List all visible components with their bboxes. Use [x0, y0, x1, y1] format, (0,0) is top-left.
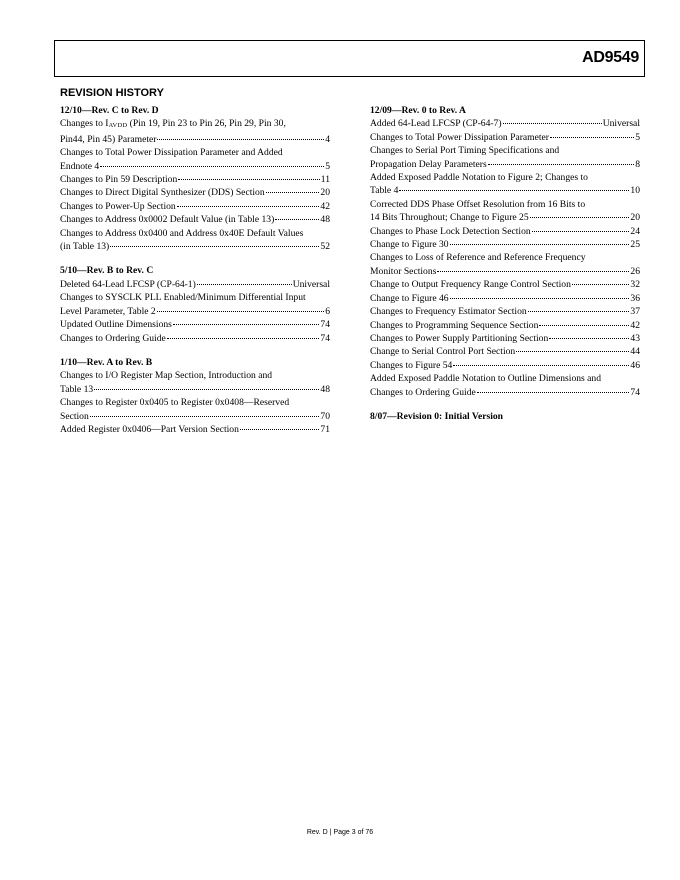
page-reference: 70 — [320, 410, 330, 422]
page-reference: 48 — [320, 214, 330, 226]
revision-entry — [60, 173, 330, 186]
page-reference: 48 — [320, 383, 330, 395]
entry-text: Changes to Pin 59 Description — [60, 174, 178, 186]
entry-leader-line — [370, 332, 640, 345]
entry-text: Pin44, Pin 45) Parameter — [60, 133, 157, 145]
page-reference: 24 — [630, 225, 640, 237]
part-number: AD9549 — [582, 49, 639, 66]
dot-leader — [167, 337, 320, 339]
entry-text: Changes to Programming Sequence Section — [370, 319, 539, 331]
entry-text: Table 4 — [370, 185, 399, 197]
page-reference: 37 — [630, 306, 640, 318]
entry-leader-line — [370, 305, 640, 318]
entry-leader-line — [370, 184, 640, 197]
page-footer: Rev. D | Page 3 of 76 — [306, 829, 374, 836]
revision-entry — [370, 359, 640, 372]
revision-entry — [60, 396, 330, 423]
entry-leader-line — [370, 278, 640, 291]
page-reference: 4 — [325, 133, 330, 145]
page-reference: 36 — [630, 292, 640, 304]
dot-leader — [100, 165, 324, 167]
dot-leader — [177, 205, 320, 207]
dot-leader — [110, 245, 319, 247]
revision-entry — [60, 369, 330, 396]
revision-entry — [60, 213, 330, 226]
revision-column-left — [60, 104, 330, 447]
dot-leader — [450, 243, 630, 245]
entry-text-line: Changes to Loss of Reference and Reference Frequency — [370, 252, 586, 264]
entry-text-line: Changes to SYSCLK PLL Enabled/Minimum Differential Input — [60, 292, 306, 304]
entry-text: Updated Outline Dimensions — [60, 319, 172, 331]
revision-entry — [370, 319, 640, 332]
page-reference: 43 — [630, 332, 640, 344]
page-reference: 8 — [635, 158, 640, 170]
page-reference: Universal — [292, 278, 330, 290]
entry-text: Deleted 64-Lead LFCSP (CP-64-1) — [60, 278, 196, 290]
entry-text: Changes to Frequency Estimator Section — [370, 306, 527, 318]
page-reference: 6 — [325, 305, 330, 317]
entry-text-line: Changes to I/O Register Map Section, Introduction and — [60, 370, 273, 382]
entry-text-line: Corrected DDS Phase Offset Resolution from 16 Bits to — [370, 198, 586, 210]
revision-entry — [370, 278, 640, 291]
revision-entry — [370, 292, 640, 305]
revision-group — [60, 264, 330, 344]
entry-leader-line — [60, 318, 330, 331]
entry-text-line: Changes to Total Power Dissipation Parameter and Added — [60, 147, 283, 159]
dot-leader — [173, 323, 319, 325]
page-reference: 74 — [320, 332, 330, 344]
entry-leader-line — [60, 278, 330, 291]
entry-leader-line — [370, 117, 640, 130]
dot-leader — [450, 297, 630, 299]
entry-text: Changes to Total Power Dissipation Parameter — [370, 131, 550, 143]
dot-leader — [503, 122, 602, 124]
entry-leader-line — [370, 345, 640, 358]
revision-heading: 12/10—Rev. C to Rev. D — [60, 105, 159, 116]
revision-group — [60, 104, 330, 253]
revision-entry — [370, 117, 640, 130]
dot-leader — [266, 191, 320, 193]
revision-heading: 8/07—Revision 0: Initial Version — [370, 410, 503, 422]
page-reference: 42 — [320, 200, 330, 212]
revision-entry — [60, 146, 330, 173]
dot-leader — [572, 283, 630, 285]
revision-entry — [60, 186, 330, 199]
entry-leader-line — [60, 200, 330, 213]
page-reference: 74 — [630, 386, 640, 398]
revision-entry — [60, 117, 330, 146]
dot-leader — [399, 189, 629, 191]
revision-group — [370, 104, 640, 399]
revision-entry — [370, 332, 640, 345]
entry-leader-line — [370, 265, 640, 278]
entry-leader-line — [370, 238, 640, 251]
dot-leader — [157, 310, 324, 312]
entry-leader-line — [370, 225, 640, 238]
revision-heading: 12/09—Rev. 0 to Rev. A — [370, 105, 466, 116]
dot-leader — [275, 218, 319, 220]
dot-leader — [539, 324, 629, 326]
section-title: REVISION HISTORY — [60, 87, 164, 99]
entry-leader-line — [370, 359, 640, 372]
entry-text-line: Changes to IAVDD (Pin 19, Pin 23 to Pin 26, Pin 29, Pin 30, — [60, 118, 286, 130]
revision-entry — [60, 278, 330, 291]
revision-entry — [370, 131, 640, 144]
entry-text: 14 Bits Throughout; Change to Figure 25 — [370, 212, 529, 224]
entry-text: Endnote 4 — [60, 160, 100, 172]
entry-text: Changes to Power-Up Section — [60, 200, 176, 212]
page-reference: Universal — [602, 118, 640, 130]
entry-text: Table 13 — [60, 383, 94, 395]
dot-leader — [530, 216, 630, 218]
page-reference: 32 — [630, 279, 640, 291]
revision-column-right — [370, 104, 640, 434]
dot-leader — [528, 310, 630, 312]
dot-leader — [437, 270, 629, 272]
entry-text-line: Added Exposed Paddle Notation to Outline Dimensions and — [370, 373, 602, 385]
entry-leader-line — [60, 383, 330, 396]
revision-entry — [370, 345, 640, 358]
dot-leader — [516, 350, 629, 352]
entry-text: Propagation Delay Parameters — [370, 158, 487, 170]
entry-leader-line — [370, 319, 640, 332]
dot-leader — [488, 163, 635, 165]
page-reference: 74 — [320, 319, 330, 331]
revision-heading: 1/10—Rev. A to Rev. B — [60, 356, 153, 368]
entry-leader-line — [60, 133, 330, 146]
entry-text: Added Register 0x0406—Part Version Section — [60, 423, 239, 435]
revision-entry — [370, 225, 640, 238]
entry-text: Changes to Ordering Guide — [370, 386, 476, 398]
dot-leader — [197, 283, 292, 285]
page-reference: 42 — [630, 319, 640, 331]
entry-text: Change to Figure 46 — [370, 292, 449, 304]
page-reference: 10 — [630, 185, 640, 197]
avdd-subscript: AVDD — [108, 122, 128, 130]
entry-text-line: Changes to Address 0x0400 and Address 0x40E Default Values — [60, 227, 304, 239]
page-reference: 20 — [630, 212, 640, 224]
page-reference: 25 — [630, 239, 640, 251]
revision-entry — [370, 372, 640, 399]
entry-text-line: Changes to Serial Port Timing Specifications and — [370, 145, 560, 157]
revision-heading: 5/10—Rev. B to Rev. C — [60, 265, 154, 277]
entry-leader-line — [60, 305, 330, 318]
entry-text: Changes to Power Supply Partitioning Section — [370, 332, 549, 344]
page-reference: 71 — [320, 423, 330, 435]
entry-leader-line — [60, 173, 330, 186]
revision-group — [370, 410, 640, 423]
entry-text: Changes to Figure 54 — [370, 359, 453, 371]
entry-text: Changes to Address 0x0002 Default Value (in Table 13) — [60, 214, 275, 226]
revision-entry — [370, 198, 640, 225]
entry-text: Level Parameter, Table 2 — [60, 305, 156, 317]
dot-leader — [532, 230, 630, 232]
entry-text: Added 64-Lead LFCSP (CP-64-7) — [370, 118, 502, 130]
page-reference: 46 — [630, 359, 640, 371]
page-reference: 5 — [635, 131, 640, 143]
dot-leader — [240, 428, 320, 430]
entry-leader-line — [60, 213, 330, 226]
entry-text: Change to Figure 30 — [370, 239, 449, 251]
entry-leader-line — [370, 158, 640, 171]
entry-leader-line — [60, 332, 330, 345]
entry-text: Changes to Phase Lock Detection Section — [370, 225, 531, 237]
dot-leader — [477, 391, 630, 393]
page-reference: 11 — [320, 174, 330, 186]
entry-leader-line — [370, 292, 640, 305]
entry-text: Monitor Sections — [370, 265, 437, 277]
revision-entry — [370, 238, 640, 251]
page-reference: 5 — [325, 160, 330, 172]
entry-leader-line — [370, 131, 640, 144]
dot-leader — [550, 136, 634, 138]
dot-leader — [178, 178, 320, 180]
revision-entry — [370, 144, 640, 171]
revision-entry — [60, 227, 330, 254]
revision-entry — [60, 200, 330, 213]
entry-leader-line — [60, 186, 330, 199]
revision-group — [60, 356, 330, 436]
revision-entry — [60, 318, 330, 331]
entry-text: Changes to Ordering Guide — [60, 332, 166, 344]
revision-entry — [370, 251, 640, 278]
entry-leader-line — [370, 211, 640, 224]
revision-entry — [60, 332, 330, 345]
entry-text: Changes to Direct Digital Synthesizer (DDS) Section — [60, 187, 265, 199]
entry-text: Change to Serial Control Port Section — [370, 346, 516, 358]
dot-leader — [453, 364, 629, 366]
dot-leader — [94, 388, 319, 390]
page-reference: 44 — [630, 346, 640, 358]
entry-leader-line — [60, 410, 330, 423]
revision-entry — [370, 305, 640, 318]
dot-leader — [157, 138, 324, 140]
entry-text-line: Changes to Register 0x0405 to Register 0x0408—Reserved — [60, 397, 290, 409]
entry-leader-line — [60, 240, 330, 253]
entry-leader-line — [370, 386, 640, 399]
entry-leader-line — [60, 160, 330, 173]
revision-entry — [370, 171, 640, 198]
dot-leader — [90, 415, 320, 417]
revision-entry — [60, 423, 330, 436]
entry-leader-line — [60, 423, 330, 436]
dot-leader — [549, 337, 629, 339]
document-header — [54, 40, 645, 77]
entry-text: Change to Output Frequency Range Control Section — [370, 279, 571, 291]
entry-text: Section — [60, 410, 89, 422]
entry-text-line: Added Exposed Paddle Notation to Figure 2; Changes to — [370, 172, 588, 184]
page-reference: 26 — [630, 265, 640, 277]
revision-entry — [60, 291, 330, 318]
page-reference: 52 — [320, 241, 330, 253]
entry-text: (in Table 13) — [60, 241, 110, 253]
page-reference: 20 — [320, 187, 330, 199]
